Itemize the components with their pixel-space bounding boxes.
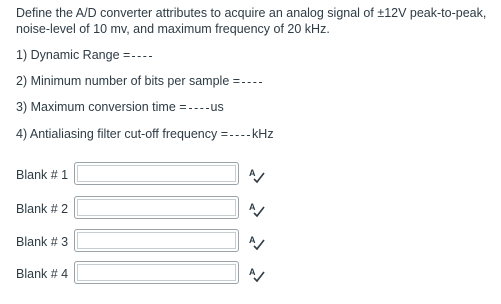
svg-text:A: A bbox=[249, 267, 256, 277]
item-text: 4) Antialiasing filter cut-off frequency = bbox=[16, 127, 229, 141]
blank-label: Blank # 4 bbox=[16, 267, 69, 281]
spellcheck-icon[interactable] bbox=[248, 200, 266, 218]
item-dynamic-range bbox=[16, 47, 154, 63]
blank-label: Blank # 3 bbox=[16, 235, 69, 249]
blank-row-1 bbox=[16, 162, 276, 189]
spellcheck-icon[interactable] bbox=[248, 166, 266, 184]
item-antialiasing-cutoff bbox=[16, 126, 274, 142]
blank-3-input[interactable] bbox=[74, 229, 239, 252]
spellcheck-icon[interactable] bbox=[248, 265, 266, 283]
item-unit: us bbox=[210, 100, 224, 114]
svg-text:A: A bbox=[249, 202, 256, 212]
answer-blank-line bbox=[189, 108, 209, 109]
item-text: 3) Maximum conversion time = bbox=[16, 100, 187, 114]
item-min-bits bbox=[16, 73, 264, 89]
answer-blank-line bbox=[132, 56, 152, 57]
item-unit: kHz bbox=[252, 127, 274, 141]
svg-text:A: A bbox=[249, 168, 256, 178]
answer-blank-line bbox=[230, 135, 250, 136]
blank-4-input[interactable] bbox=[74, 261, 239, 284]
blank-2-input[interactable] bbox=[74, 196, 239, 219]
svg-text:A: A bbox=[249, 235, 256, 245]
question-text: Define the A/D converter attributes to acquire an analog signal of ±12V peak-to-peak, noise-level of 10 mv, and maximum frequency of 20 kHz. bbox=[16, 6, 487, 36]
item-text: 2) Minimum number of bits per sample = bbox=[16, 74, 241, 88]
item-conversion-time bbox=[16, 99, 224, 115]
answer-blank-line bbox=[242, 82, 262, 83]
blank-label: Blank # 1 bbox=[16, 168, 69, 182]
blank-row-4 bbox=[16, 261, 276, 288]
blank-row-2 bbox=[16, 196, 276, 223]
blank-1-input[interactable] bbox=[74, 162, 239, 185]
blank-row-3 bbox=[16, 229, 276, 256]
blank-label: Blank # 2 bbox=[16, 202, 69, 216]
spellcheck-icon[interactable] bbox=[248, 233, 266, 251]
item-text: 1) Dynamic Range = bbox=[16, 48, 131, 62]
